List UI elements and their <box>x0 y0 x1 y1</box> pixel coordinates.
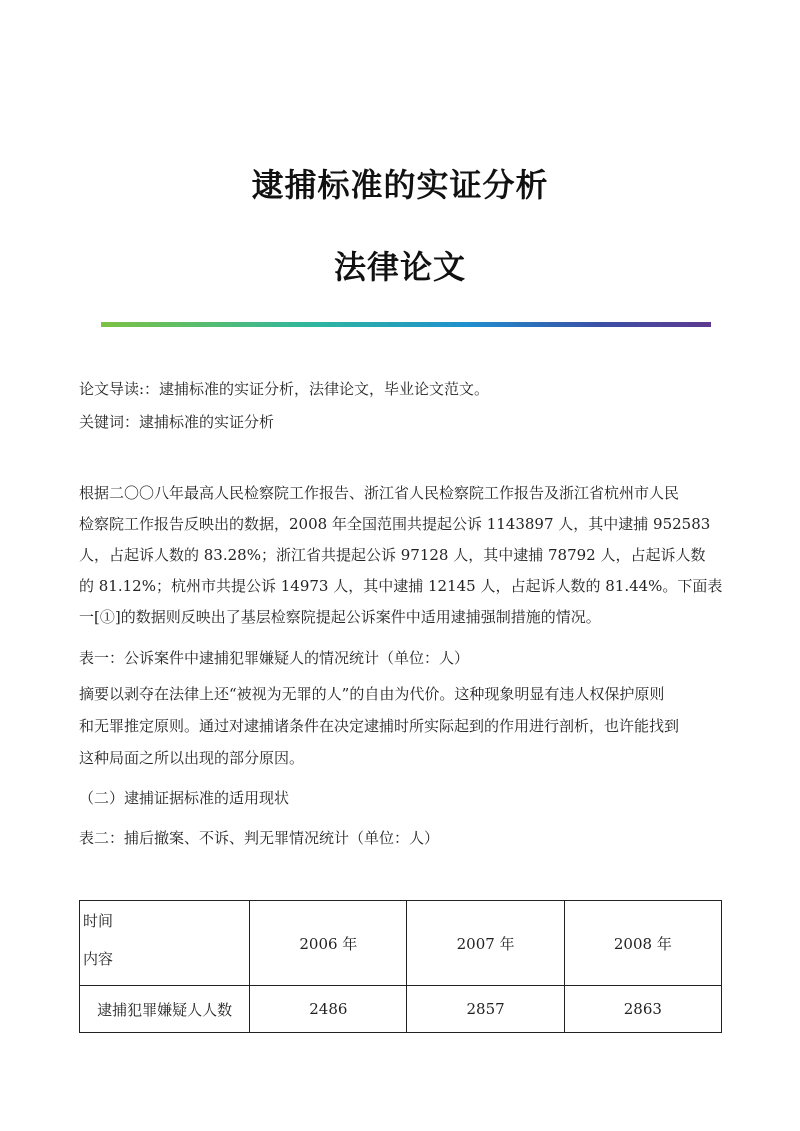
paragraph-line: 和无罪推定原则。通过对逮捕诸条件在决定逮捕时所实际起到的作用进行剖析，也许能找到 <box>79 717 680 735</box>
header-corner-cell <box>80 901 250 986</box>
row-label: 逮捕犯罪嫌疑人人数 <box>80 986 250 1033</box>
lead-line: 论文导读:：逮捕标准的实证分析，法律论文，毕业论文范文。 <box>79 380 490 398</box>
paragraph-line: 人，占起诉人数的 83.28%；浙江省共提起公诉 97128 人，其中逮捕 78792 人，占起诉人数 <box>79 546 706 564</box>
year-header: 2006 年 <box>250 901 407 986</box>
header-time-label: 时间 <box>83 912 114 930</box>
paragraph-line: 摘要以剥夺在法律上还“被视为无罪的人”的自由为代价。这种现象明显有违人权保护原则 <box>79 685 665 703</box>
paragraph-line: 一[①]的数据则反映出了基层检察院提起公诉案件中适用逮捕强制措施的情况。 <box>79 608 601 626</box>
keywords-line: 关键词：逮捕标准的实证分析 <box>79 413 275 431</box>
title-divider <box>101 322 711 327</box>
table-cell: 2857 <box>407 986 564 1033</box>
table-cell: 2863 <box>564 986 721 1033</box>
document-title: 逮捕标准的实证分析 <box>251 166 549 204</box>
table-row <box>80 986 722 1033</box>
year-header: 2007 年 <box>407 901 564 986</box>
statistics-table <box>79 900 722 1033</box>
paragraph-line: 这种局面之所以出现的部分原因。 <box>79 749 305 767</box>
table-caption: 表二：捕后撤案、不诉、判无罪情况统计（单位：人） <box>79 829 440 847</box>
document-subtitle: 法律论文 <box>333 248 466 286</box>
table-caption: 表一：公诉案件中逮捕犯罪嫌疑人的情况统计（单位：人） <box>79 649 470 667</box>
table-cell: 2486 <box>250 986 407 1033</box>
section-heading: （二）逮捕证据标准的适用现状 <box>79 789 290 807</box>
year-header: 2008 年 <box>564 901 721 986</box>
table-header-row <box>80 901 722 986</box>
paragraph-line: 的 81.12%；杭州市共提公诉 14973 人，其中逮捕 12145 人，占起诉人数的 81.44%。下面表 <box>79 577 723 595</box>
paragraph-line: 检察院工作报告反映出的数据，2008 年全国范围共提起公诉 1143897 人，其中逮捕 952583 <box>79 515 711 533</box>
paragraph-line: 根据二〇〇八年最高人民检察院工作报告、浙江省人民检察院工作报告及浙江省杭州市人民 <box>79 484 680 502</box>
header-content-label: 内容 <box>83 950 114 968</box>
